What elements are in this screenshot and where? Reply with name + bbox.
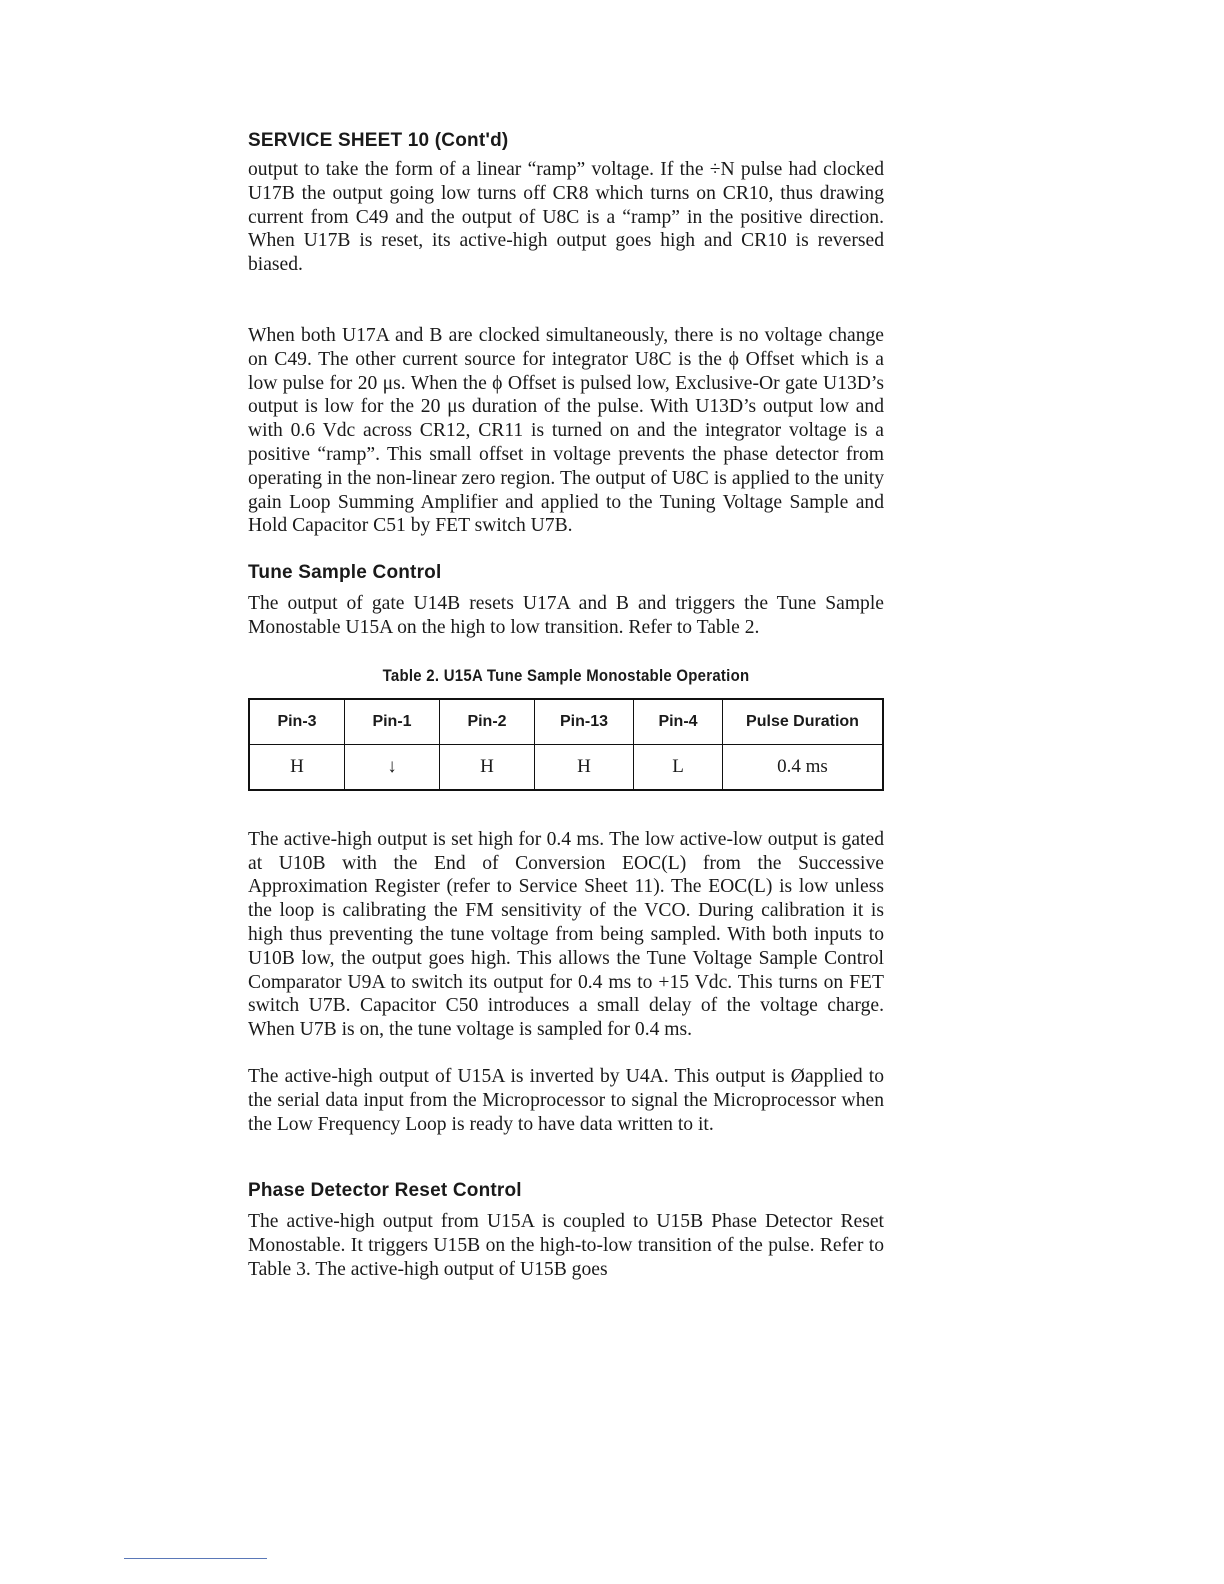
table-header-cell: Pulse Duration [723,699,884,745]
table-header-cell: Pin-2 [440,699,535,745]
monostable-table [248,698,884,791]
page-content [248,126,884,1282]
table-cell: ↓ [345,744,440,790]
paragraph-after-table-2: The active-high output of U15A is inverted by U4A. This output is Øapplied to the serial data input from the Microprocessor to signal the Microprocessor when the Low Frequency Loop is ready to have data written to it. [248,1065,884,1135]
phase-detector-text: The active-high output from U15A is coupled to U15B Phase Detector Reset Monostable. It triggers U15B on the high-to-low transition of the pulse. Refer to Table 3. The active-high output of U15B goes [248,1211,884,1280]
table-cell: H [535,744,634,790]
footnote-divider [124,1558,267,1559]
table-row [249,744,883,790]
table-cell: H [249,744,345,790]
tune-sample-heading: Tune Sample Control [248,562,442,584]
table-header-cell: Pin-1 [345,699,440,745]
table-cell: H [440,744,535,790]
table-header-cell: Pin-3 [249,699,345,745]
table-header-cell: Pin-13 [535,699,634,745]
table-cell: 0.4 ms [723,744,884,790]
phase-detector-heading: Phase Detector Reset Control [248,1180,522,1202]
table-header-cell: Pin-4 [634,699,723,745]
tune-sample-intro: The output of gate U14B resets U17A and B and triggers the Tune Sample Monostable U15A on the high to low transition. Refer to Table 2. [248,593,884,638]
table-caption: Table 2. U15A Tune Sample Monostable Operation [382,665,750,685]
paragraph-intro-1: output to take the form of a linear “ramp” voltage. If the ÷N pulse had clocked U17B the output going low turns off CR8 which turns on CR10, thus drawing current from C49 and the output of U8C is a “ramp” in the positive direction. When U17B is reset, its active-high output goes high and CR10 is reversed biased. [248,159,884,276]
table-cell: L [634,744,723,790]
sheet-heading: SERVICE SHEET 10 (Cont'd) [248,130,509,151]
paragraph-intro-2: When both U17A and B are clocked simultaneously, there is no voltage change on C49. The other current source for integrator U8C is the ϕ Offset which is a low pulse for 20 μs. When the ϕ Offset is pulsed low, Exclusive-Or gate U13D’s output is low for the 20 μs duration of the pulse. With U13D’s output low and with 0.6 Vdc across CR12, CR11 is turned on and the integrator voltage is a positive “ramp”. This small offset in voltage prevents the phase detector from operating in the non-linear zero region. The output of U8C is applied to the unity gain Loop Summing Amplifier and applied to the Tuning Voltage Sample and Hold Capacitor C51 by FET switch U7B. [248,324,884,537]
table-header-row [249,699,883,745]
paragraph-after-table-1: The active-high output is set high for 0.4 ms. The low active-low output is gated at U10B with the End of Conversion EOC(L) from the Successive Approximation Register (refer to Service Sheet 11). The EOC(L) is low unless the loop is calibrating the FM sensitivity of the VCO. During calibration it is high thus preventing the tune voltage from being sampled. With both inputs to U10B low, the output goes high. This allows the Tune Voltage Sample Control Comparator U9A to switch its output for 0.4 ms to +15 Vdc. This turns on FET switch U7B. Capacitor C50 introduces a small delay of the voltage charge. When U7B is on, the tune voltage is sampled for 0.4 ms. [248,828,884,1041]
